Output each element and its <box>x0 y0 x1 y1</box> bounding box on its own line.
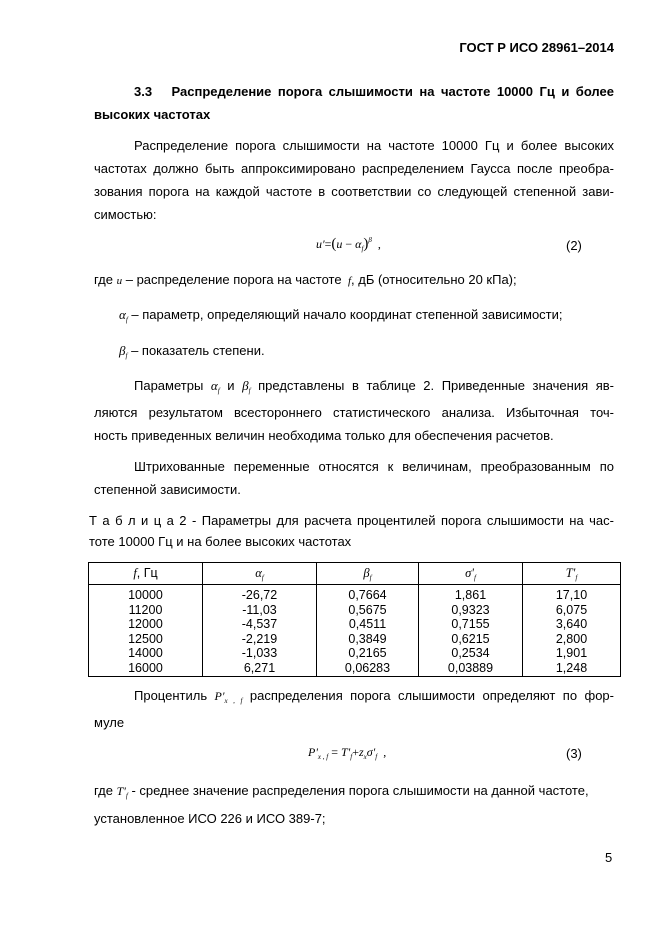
formula-3-number: (3) <box>566 746 582 761</box>
table-cell: 12000 <box>89 617 203 632</box>
table-cell: 14000 <box>89 646 203 661</box>
table-cell: 0,2165 <box>317 646 419 661</box>
table-cell: 0,7664 <box>317 585 419 603</box>
alpha-definition: $\alpha_f$ – параметр, определяющий начало координат степенной зависимости; <box>119 307 563 324</box>
header-alpha: $\alpha_f$ <box>203 563 317 585</box>
document-standard-header: ГОСТ Р ИСО 28961–2014 <box>459 40 614 55</box>
table-cell: 16000 <box>89 661 203 676</box>
formula-2-number: (2) <box>566 238 582 253</box>
header-beta: $\beta_f$ <box>317 563 419 585</box>
table-row <box>89 617 621 632</box>
para4-line2: муле <box>94 715 125 730</box>
table-row <box>89 661 621 676</box>
table-row <box>89 632 621 647</box>
formula-3: $P'_{x , f} = T'_f+z_x\sigma'_f$ , <box>308 745 387 761</box>
table-row <box>89 585 621 603</box>
where-t-line1: где $T'_f$ - среднее значение распределения порога слышимости на данной частоте, <box>94 783 589 800</box>
beta-definition: $\beta_f$ – показатель степени. <box>119 343 265 360</box>
table-cell: 0,9323 <box>419 603 523 618</box>
table-cell: 17,10 <box>523 585 621 603</box>
table-cell: 1,248 <box>523 661 621 676</box>
table-cell: 12500 <box>89 632 203 647</box>
where-t-line2: установленное ИСО 226 и ИСО 389-7; <box>94 811 326 826</box>
para4-line1: Процентиль $P'_{x , f}$ распределения порога слышимости определяют по фор- <box>134 688 614 705</box>
section-heading <box>134 83 614 100</box>
table-cell: -1,033 <box>203 646 317 661</box>
table-cell: 0,06283 <box>317 661 419 676</box>
table-cell: 6,271 <box>203 661 317 676</box>
para1-line2: частотах должно быть аппроксимировано распределением Гаусса после преобра- <box>94 161 614 176</box>
table-header-row <box>89 563 621 585</box>
table-cell: 0,2534 <box>419 646 523 661</box>
table-cell: -11,03 <box>203 603 317 618</box>
table-row <box>89 603 621 618</box>
para3-line1: Штрихованные переменные относятся к величинам, преобразованным по <box>134 459 614 474</box>
parameters-table <box>88 562 621 677</box>
para1-line4: симостью: <box>94 207 157 222</box>
header-sigma: $\sigma'_f$ <box>419 563 523 585</box>
where-u-line: где u – распределение порога на частоте f, дБ (относительно 20 кПа); <box>94 272 517 287</box>
table-cell: 0,5675 <box>317 603 419 618</box>
para1-line3: зования порога на каждой частоте в соответствии со следующей степенной зави- <box>94 184 614 199</box>
table-cell: 0,4511 <box>317 617 419 632</box>
table-cell: 10000 <box>89 585 203 603</box>
table-cell: -4,537 <box>203 617 317 632</box>
section-number: 3.3 <box>134 84 153 99</box>
table-row <box>89 646 621 661</box>
formula-2: $u'=(u - \alpha_f)^\beta$ , <box>316 236 381 253</box>
table-cell: 0,3849 <box>317 632 419 647</box>
table-cell: -26,72 <box>203 585 317 603</box>
table-cell: 0,7155 <box>419 617 523 632</box>
para2-line1: Параметры $\alpha_f$ и $\beta_f$ представлены в таблице 2. Приведенные значения яв- <box>134 378 614 395</box>
section-title-line1: Распределение порога слышимости на частоте 10000 Гц и более <box>171 84 614 99</box>
table-cell: -2,219 <box>203 632 317 647</box>
header-t: $T'_f$ <box>523 563 621 585</box>
table-cell: 1,901 <box>523 646 621 661</box>
table-cell: 2,800 <box>523 632 621 647</box>
table-cell: 11200 <box>89 603 203 618</box>
table-caption-line1: Т а б л и ц а 2 - Параметры для расчета процентилей порога слышимости на час- <box>89 513 614 528</box>
para3-line2: степенной зависимости. <box>94 482 241 497</box>
table-cell: 3,640 <box>523 617 621 632</box>
page-number: 5 <box>605 850 613 865</box>
table-cell: 1,861 <box>419 585 523 603</box>
header-frequency: f, Гц <box>89 563 203 585</box>
para2-line3: ность приведенных величин необходима только для обеспечения расчетов. <box>94 428 554 443</box>
section-title-line2: высоких частотах <box>94 107 211 122</box>
para1-line1: Распределение порога слышимости на частоте 10000 Гц и более высоких <box>134 138 614 153</box>
para2-line2: ляются результатом всестороннего статистического анализа. Избыточная точ- <box>94 405 614 420</box>
table-cell: 0,03889 <box>419 661 523 676</box>
table-caption-line2: тоте 10000 Гц и на более высоких частотах <box>89 534 352 549</box>
table-cell: 0,6215 <box>419 632 523 647</box>
table-cell: 6,075 <box>523 603 621 618</box>
